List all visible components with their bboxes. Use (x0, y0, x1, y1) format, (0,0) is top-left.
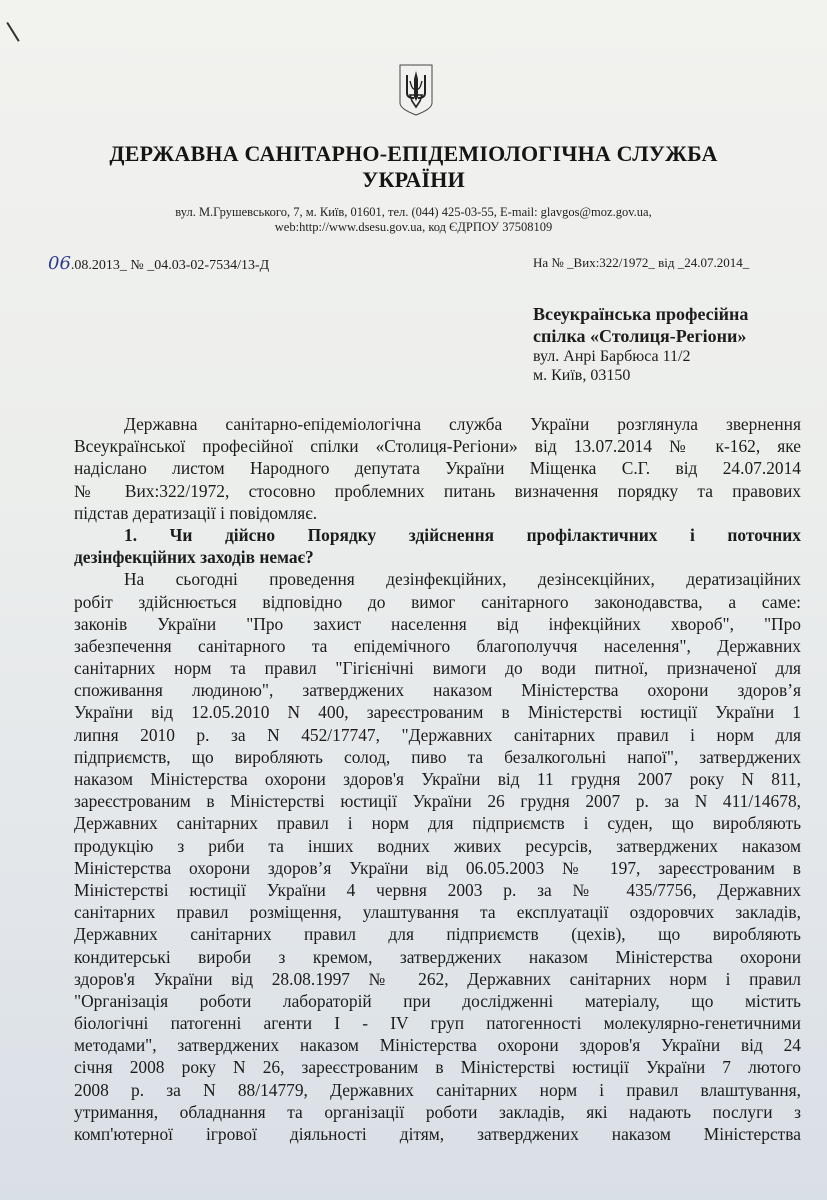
body-line: На сьогодні проведення дезінфекційних, дезінсекційних, дератизаційних (124, 569, 801, 590)
body-line: здоров'я України від 28.08.1997 № 262, Державних санітарних норм і правил (74, 968, 801, 989)
handwritten-day: 06 (48, 253, 71, 274)
body-line: методами", затверджених наказом Міністерства охорони здоров'я України від 24 (74, 1035, 801, 1056)
body-line: продукцію з риби та інших водних живих ресурсів, затверджених наказом (74, 835, 801, 856)
body-line: споживання людиною", затверджених наказом Міністерства охорони здоров’я (74, 680, 801, 701)
body-line: № Вих:322/1972, стосовно проблемних питань визначення порядку та правових (74, 480, 801, 501)
address-line: web:http://www.dsesu.gov.ua, код ЄДРПОУ 37508109 (274, 220, 553, 234)
body-line: "Організація роботи лабораторій при дослідженні матеріалу, що містить (74, 990, 801, 1011)
incoming-reference: На № _Вих:322/1972_ від _24.07.2014_ (533, 255, 750, 270)
body-line: 2008 р. за N 88/14779, Державних санітарних норм і правил влаштування, (74, 1079, 801, 1100)
recipient-name: Всеукраїнська професійна (533, 304, 749, 324)
body-line: кондитерські вироби з кремом, затверджених наказом Міністерства охорони (74, 946, 801, 967)
body-line: біологічні патогенні агенти І - IV груп патогенності молекулярно-генетичними (74, 1013, 801, 1034)
pen-mark (6, 22, 19, 42)
body-line: України від 12.05.2010 N 400, зареєстрованим в Міністерстві юстиції України 1 (74, 702, 801, 723)
org-title (60, 141, 767, 193)
body-line: санітарних правил розміщення, улаштування та експлуатації оздоровчих закладів, (74, 902, 801, 923)
recipient-street: вул. Анрі Барбюса 11/2 (533, 348, 691, 365)
body-line: Державна санітарно-епідеміологічна служба України розглянула звернення (124, 414, 801, 434)
question-heading: дезінфекційних заходів немає? (74, 547, 314, 568)
body-line: Державних санітарних правил і норм для підприємств і суден, що виробляють (74, 813, 801, 834)
body-line: надіслано листом Народного депутата України Міщенка С.Г. від 24.07.2014 (74, 458, 801, 479)
org-address (60, 205, 767, 235)
body-line: зареєстрованим в Міністерстві юстиції України 26 грудня 2007 р. за N 411/14678, (74, 791, 801, 812)
question-heading: 1. Чи дійсно Порядку здійснення профілактичних і поточних (124, 524, 801, 545)
trident-emblem-icon (398, 63, 434, 117)
outgoing-number: .08.2013_ № _04.03-02-7534/13-Д (70, 258, 270, 273)
org-title-line: УКРАЇНИ (362, 167, 465, 192)
body-line: січня 2008 року N 26, зареєстрованим в Міністерстві юстиції України 7 лютого (74, 1057, 801, 1078)
body-line: санітарних норм та правил "Гігієнічні вимоги до води питної, призначеної для (74, 658, 801, 679)
body-line: наказом Міністерства охорони здоров'я України від 11 грудня 2007 року N 811, (74, 769, 801, 789)
letter-body (74, 413, 801, 1145)
address-line: вул. М.Грушевського, 7, м. Київ, 01601, тел. (044) 425-03-55, E-mail: glavgos@moz.gov.ua, (175, 205, 652, 219)
body-line: Всеукраїнської професійної спілки «Столиця-Регіони» від 13.07.2014 № к-162, яке (74, 436, 801, 457)
body-line: Державних санітарних правил для підприємств (цехів), що виробляють (74, 924, 801, 945)
recipient-block (533, 303, 748, 385)
body-line: липня 2010 р. за N 452/17747, "Державних санітарних правил і норм для (74, 724, 801, 745)
body-line: комп'ютерної ігрової діяльності дітям, затверджених наказом Міністерства (74, 1124, 801, 1144)
body-line: забезпечення санітарного та епідемічного благополуччя населення", Державних (74, 635, 801, 656)
body-line: підстав дератизації і повідомляє. (74, 502, 318, 523)
recipient-name: спілка «Столиця-Регіони» (533, 326, 747, 346)
body-line: підприємств, що виробляють солод, пиво та безалкогольні напої", затверджених (74, 746, 801, 767)
body-line: робіт здійснюється відповідно до вимог санітарного законодавства, а саме: (74, 591, 801, 612)
outgoing-reference (48, 253, 269, 274)
recipient-city: м. Київ, 03150 (533, 367, 631, 384)
body-line: Міністерства охорони здоров’я України від 06.05.2003 № 197, зареєстрованим в (74, 857, 801, 878)
org-title-line: ДЕРЖАВНА САНІТАРНО-ЕПІДЕМІОЛОГІЧНА СЛУЖБА (109, 141, 718, 166)
body-line: Міністерстві юстиції України 4 червня 2003 р. за № 435/7756, Державних (74, 879, 801, 900)
body-line: законів України "Про захист населення від інфекційних хвороб", "Про (74, 613, 801, 634)
body-line: утримання, обладнання та організації роботи закладів, які надають послуги з (74, 1101, 801, 1122)
